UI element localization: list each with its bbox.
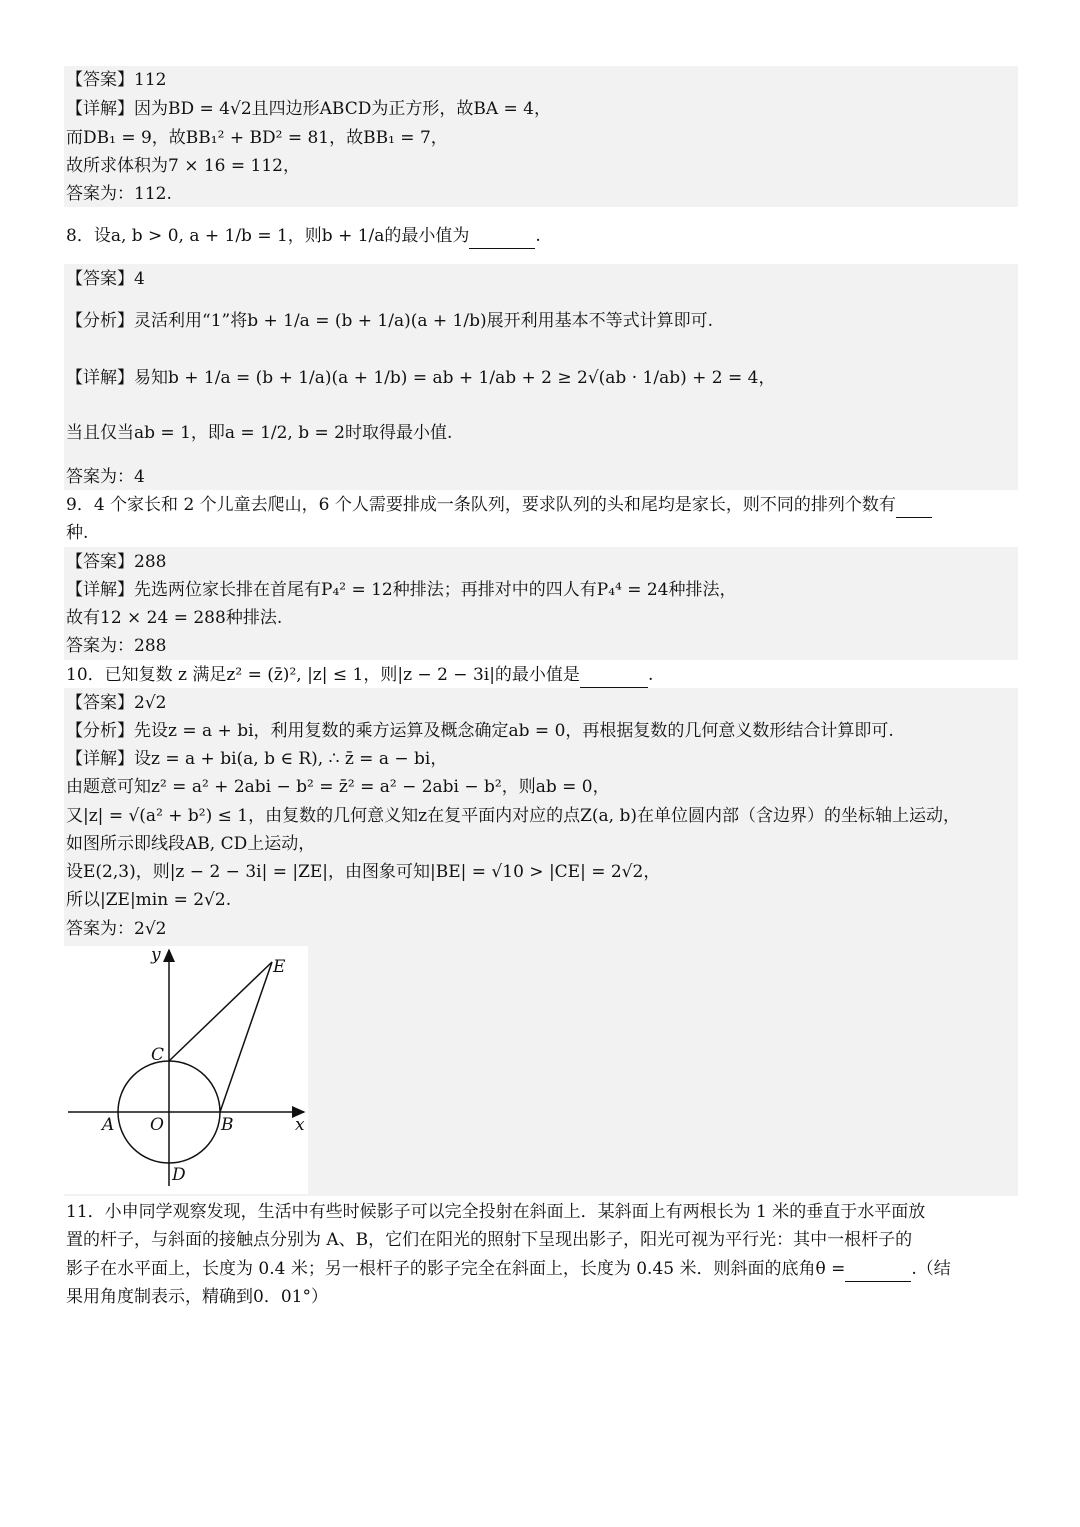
detail-10-line2: 由题意可知z² = a² + 2abi − b² = z̄² = a² − 2abi − b²，则ab = 0，: [66, 777, 610, 797]
final-9: 答案为：288: [66, 636, 167, 656]
detail-10-line3: 又|z| = √(a² + b²) ≤ 1，由复数的几何意义知z在复平面内对应的点Z(a, b)在单位圆内部（含边界）的坐标轴上运动，: [66, 806, 960, 826]
final-8: 答案为：4: [66, 467, 145, 487]
label-D: D: [172, 1165, 186, 1185]
answer-blank-8: [469, 224, 535, 249]
answer-blank-10: [580, 663, 648, 688]
question-9-line2: 种.: [66, 523, 89, 543]
detail-7-line1: 【详解】因为BD = 4√2且四边形ABCD为正方形，故BA = 4，: [66, 99, 551, 119]
answer-9: 【答案】288: [66, 552, 167, 572]
label-C: C: [151, 1045, 165, 1065]
question-8-end: .: [535, 226, 541, 246]
figure-svg: [64, 946, 308, 1194]
detail-8-line2: 当且仅当ab = 1，即a = 1/2, b = 2时取得最小值.: [66, 423, 453, 443]
question-11-suffix: .（结: [911, 1259, 951, 1279]
analysis-10: 【分析】先设z = a + bi，利用复数的乘方运算及概念确定ab = 0，再根据复数的几何意义数形结合计算即可.: [66, 721, 894, 741]
final-10: 答案为：2√2: [66, 919, 167, 939]
answer-block-9: [64, 547, 1018, 660]
complex-plane-figure: [64, 946, 308, 1194]
detail-9-line1: 【详解】先选两位家长排在首尾有P₄² = 12种排法；再排对中的四人有P₄⁴ = 24种排法，: [66, 580, 737, 600]
label-E: E: [273, 957, 286, 977]
question-10-text: 10．已知复数 z 满足z² = (z̄)², |z| ≤ 1，则|z − 2 − 3i|的最小值是: [66, 665, 580, 685]
segment-BE: [220, 962, 272, 1112]
question-10-end: .: [647, 665, 654, 685]
detail-7-line2: 而DB₁ = 9，故BB₁² + BD² = 81，故BB₁ = 7，: [66, 128, 448, 148]
detail-10-line6: 所以|ZE|min = 2√2.: [66, 890, 232, 910]
label-O: O: [150, 1115, 164, 1135]
label-B: B: [221, 1115, 234, 1135]
question-11-line4: 果用角度制表示，精确到0．01°）: [66, 1287, 328, 1307]
label-x: x: [295, 1115, 305, 1135]
final-7: 答案为：112.: [66, 184, 172, 204]
answer-blank-9: [896, 493, 932, 518]
answer-10: 【答案】2√2: [66, 693, 167, 713]
detail-10-line1: 【详解】设z = a + bi(a, b ∈ R), ∴ z̄ = a − bi，: [66, 749, 448, 769]
question-8-text: 8．设a, b > 0, a + 1/b = 1，则b + 1/a的最小值为: [66, 226, 470, 246]
question-11-text: 影子在水平面上，长度为 0.4 米；另一根杆子的影子完全在斜面上，长度为 0.45 米．则斜面的底角θ =: [66, 1259, 846, 1279]
analysis-8: 【分析】灵活利用“1”将b + 1/a = (b + 1/a)(a + 1/b)展开利用基本不等式计算即可.: [66, 311, 714, 331]
label-y: y: [151, 946, 161, 965]
question-9-text: 9．4 个家长和 2 个儿童去爬山，6 个人需要排成一条队列，要求队列的头和尾均是家长，则不同的排列个数有: [66, 495, 896, 515]
detail-9-line2: 故有12 × 24 = 288种排法.: [66, 608, 283, 628]
detail-7-line3: 故所求体积为7 × 16 = 112，: [66, 156, 300, 176]
answer-8: 【答案】4: [66, 269, 145, 289]
question-8: [66, 224, 541, 249]
detail-10-line5: 设E(2,3)，则|z − 2 − 3i| = |ZE|，由图象可知|BE| = √10 > |CE| = 2√2，: [66, 862, 661, 882]
answer-7: 【答案】112: [66, 70, 167, 90]
detail-10-line4: 如图所示即线段AB, CD上运动，: [66, 834, 316, 854]
detail-8-line1: 【详解】易知b + 1/a = (b + 1/a)(a + 1/b) = ab + 1/ab + 2 ≥ 2√(ab · 1/ab) + 2 = 4，: [66, 368, 776, 388]
label-A: A: [102, 1115, 115, 1135]
answer-blank-11: [845, 1257, 911, 1282]
question-11-line3: [66, 1257, 951, 1282]
question-9-line1: [66, 493, 932, 518]
question-10: [66, 663, 653, 688]
segment-CE: [169, 962, 272, 1061]
question-11-line2: 置的杆子，与斜面的接触点分别为 A、B，它们在阳光的照射下呈现出影子，阳光可视为平行光：其中一根杆子的: [66, 1230, 913, 1250]
question-11-line1: 11．小申同学观察发现，生活中有些时候影子可以完全投射在斜面上．某斜面上有两根长为 1 米的垂直于水平面放: [66, 1202, 926, 1222]
